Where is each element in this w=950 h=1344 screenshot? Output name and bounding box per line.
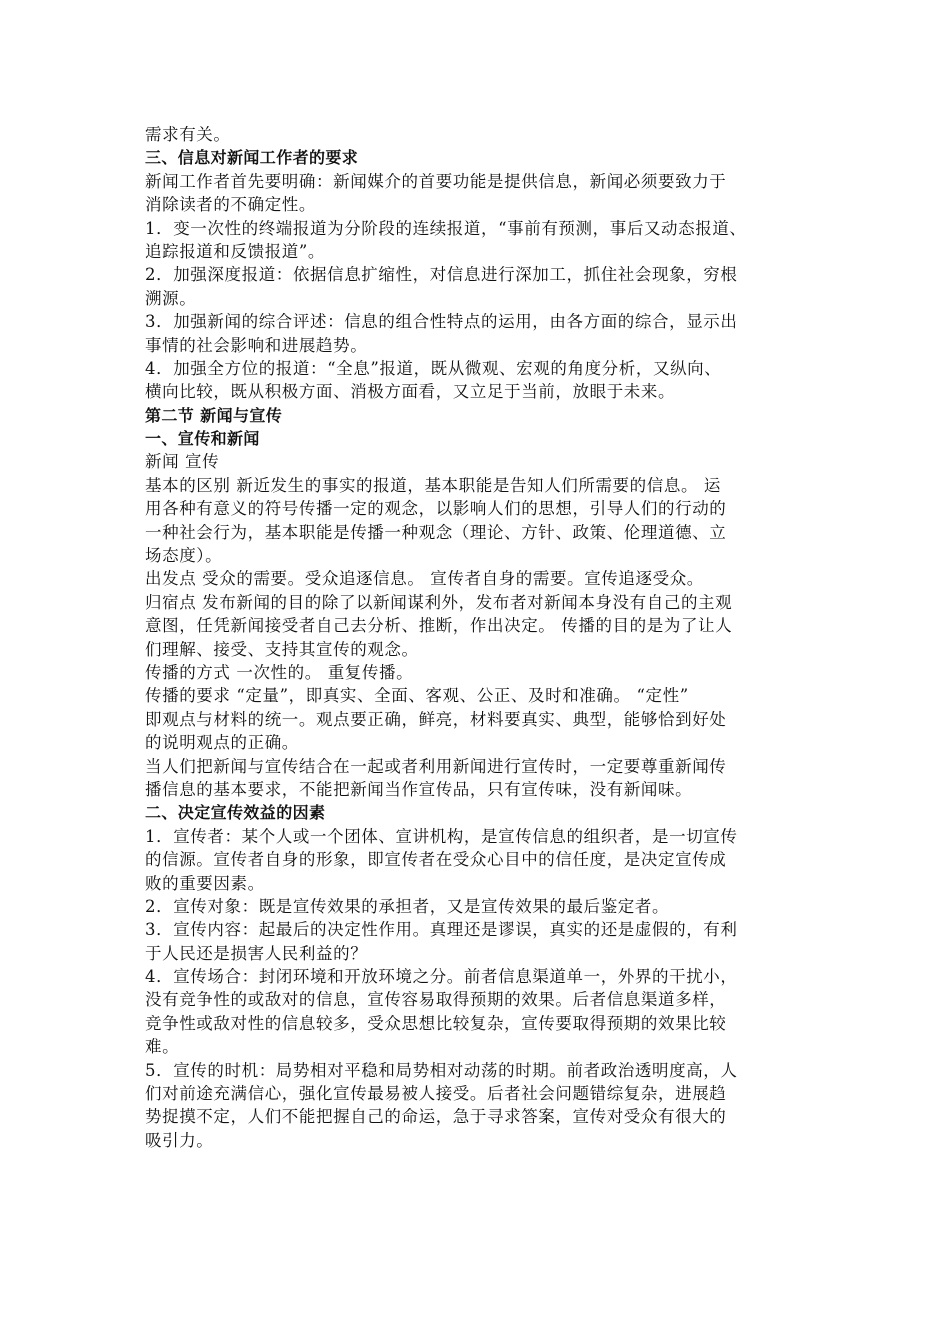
text-line: 势捉摸不定，人们不能把握自己的命运，急于寻求答案，宣传对受众有很大的 (145, 1107, 727, 1127)
section-heading: 二、决定宣传效益的因素 (145, 803, 326, 823)
text-line: 出发点 受众的需要。受众追逐信息。 宣传者自身的需要。宣传追逐受众。 (145, 569, 704, 589)
text-line: 溯源。 (145, 288, 197, 308)
text-line: 吸引力。 (145, 1130, 214, 1150)
text-line: 1．宣传者：某个人或一个团体、宣讲机构，是宣传信息的组织者，是一切宣传 (145, 826, 738, 846)
text-line: 用各种有意义的符号传播一定的观念，以影响人们的思想，引导人们的行动的 (145, 499, 727, 519)
text-line: 4．加强全方位的报道：“全息”报道，既从微观、宏观的角度分析，又纵向、 (145, 358, 722, 378)
text-line: 事情的社会影响和进展趋势。 (145, 335, 368, 355)
text-line: 败的重要因素。 (145, 873, 265, 893)
text-line: 传播的要求 “定量”，即真实、全面、客观、公正、及时和准确。 “定性” (145, 686, 689, 706)
text-line: 一种社会行为，基本职能是传播一种观念（理论、方针、政策、伦理道德、立 (145, 522, 727, 542)
text-line: 归宿点 发布新闻的目的除了以新闻谋利外，发布者对新闻本身没有自己的主观 (145, 592, 733, 612)
text-line: 4．宣传场合：封闭环境和开放环境之分。前者信息渠道单一，外界的干扰小， (145, 967, 738, 987)
text-line: 竞争性或敌对性的信息较多，受众思想比较复杂，宣传要取得预期的效果比较 (145, 1013, 727, 1033)
text-line: 于人民还是损害人民利益的？ (145, 943, 368, 963)
text-line: 场态度）。 (145, 546, 223, 566)
text-line: 需求有关。 (145, 125, 231, 144)
section-heading: 三、信息对新闻工作者的要求 (145, 148, 359, 168)
text-line: 2．宣传对象：既是宣传效果的承担者，又是宣传效果的最后鉴定者。 (145, 896, 670, 916)
text-line: 的说明观点的正确。 (145, 733, 299, 753)
document-body (145, 123, 813, 1152)
text-line: 追踪报道和反馈报道”。 (145, 241, 326, 261)
text-line: 当人们把新闻与宣传结合在一起或者利用新闻进行宣传时，一定要尊重新闻传 (145, 756, 727, 776)
text-line: 的信源。宣传者自身的形象，即宣传者在受众心目中的信任度，是决定宣传成 (145, 850, 727, 870)
text-line: 播信息的基本要求，不能把新闻当作宣传品，只有宣传味，没有新闻味。 (145, 779, 693, 799)
text-line: 新闻 宣传 (145, 452, 220, 472)
text-line: 横向比较，既从积极方面、消极方面看，又立足于当前，放眼于未来。 (145, 382, 676, 402)
section-heading: 一、宣传和新闻 (145, 429, 260, 449)
text-line: 难。 (145, 1037, 180, 1057)
text-line: 即观点与材料的统一。观点要正确，鲜亮，材料要真实、典型，能够恰到好处 (145, 709, 727, 729)
text-line: 们对前途充满信心，强化宣传最易被人接受。后者社会问题错综复杂，进展趋 (145, 1084, 727, 1104)
text-line: 2．加强深度报道：依据信息扩缩性，对信息进行深加工，抓住社会现象，穷根 (145, 265, 738, 285)
text-line: 没有竞争性的或敌对的信息，宣传容易取得预期的效果。后者信息渠道多样， (145, 990, 727, 1010)
text-line: 3．宣传内容：起最后的决定性作用。真理还是谬误，真实的还是虚假的，有利 (145, 920, 738, 940)
text-line: 消除读者的不确定性。 (145, 195, 316, 215)
section-heading: 第二节 新闻与宣传 (145, 405, 283, 425)
text-line: 3．加强新闻的综合评述：信息的组合性特点的运用，由各方面的综合，显示出 (145, 312, 738, 332)
text-line: 新闻工作者首先要明确：新闻媒介的首要功能是提供信息，新闻必须要致力于 (145, 171, 727, 191)
text-line: 1．变一次性的终端报道为分阶段的连续报道，“事前有预测，事后又动态报道、 (145, 218, 747, 238)
text-line: 传播的方式 一次性的。 重复传播。 (145, 662, 414, 682)
text-line: 意图，任凭新闻接受者自己去分析、推断，作出决定。 传播的目的是为了让人 (145, 616, 733, 636)
text-line: 基本的区别 新近发生的事实的报道，基本职能是告知人们所需要的信息。 运 (145, 475, 721, 495)
text-line: 5．宣传的时机：局势相对平稳和局势相对动荡的时期。前者政治透明度高，人 (145, 1060, 738, 1080)
text-line: 们理解、接受、支持其宣传的观念。 (145, 639, 419, 659)
